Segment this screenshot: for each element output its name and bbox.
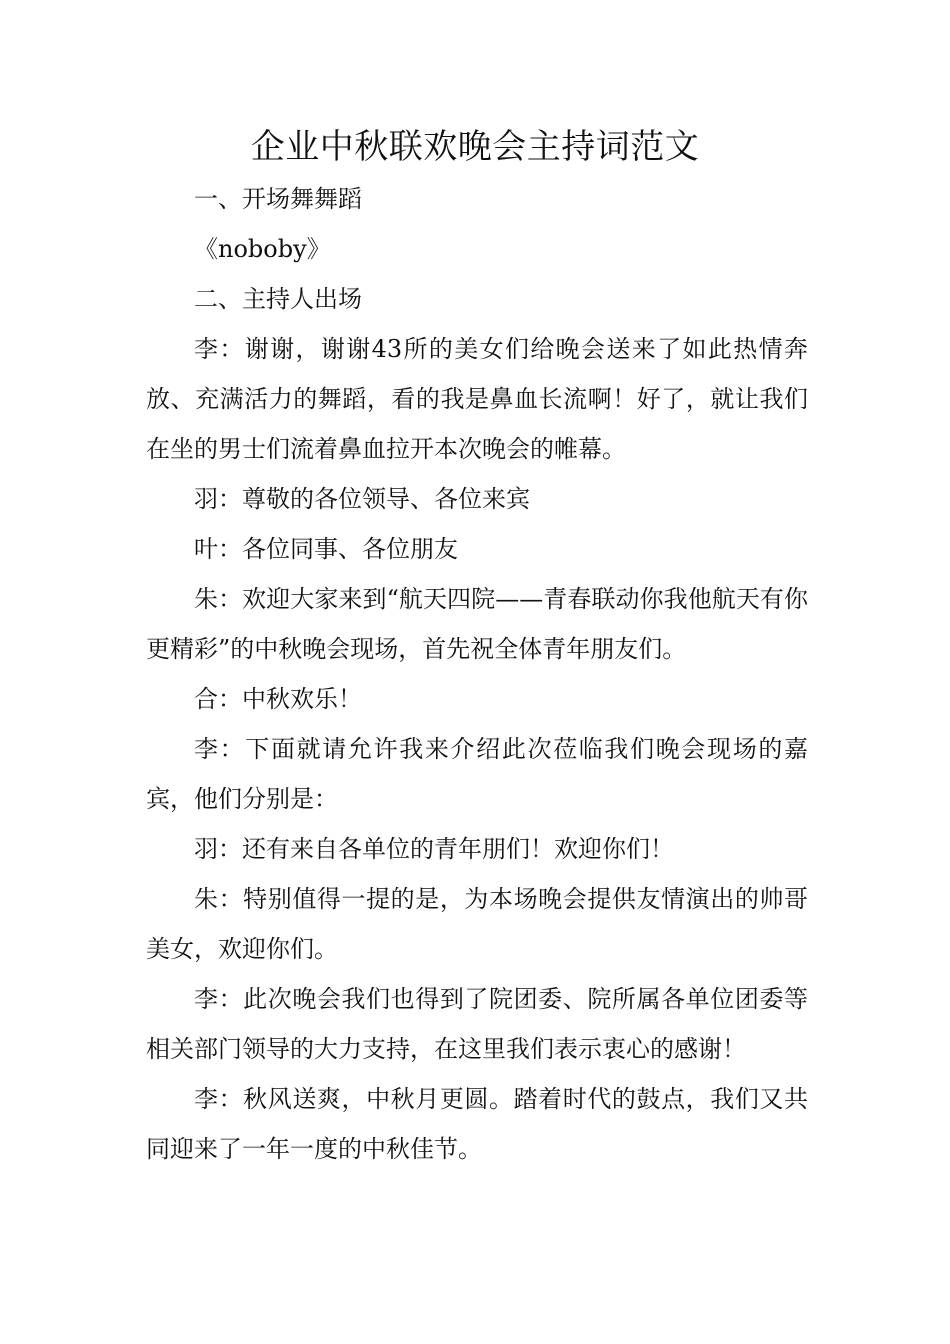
document-body [146,174,808,1174]
paragraph-song-title: 《noboby》 [194,235,331,263]
paragraph-zhu-1: 朱：欢迎大家来到“航天四院——青春联动你我他航天有你更精彩”的中秋晚会现场，首先祝全体青年朋友们。 [146,585,808,663]
paragraph-ye-1: 叶：各位同事、各位朋友 [194,535,458,563]
paragraph-li-3: 李：此次晚会我们也得到了院团委、院所属各单位团委等相关部门领导的大力支持，在这里我们表示衷心的感谢！ [146,985,808,1063]
paragraph-li-4: 李：秋风送爽，中秋月更圆。踏着时代的鼓点，我们又共同迎来了一年一度的中秋佳节。 [146,1085,808,1163]
paragraph-together-1: 合：中秋欢乐！ [194,685,362,713]
paragraph-section-1: 一、开场舞舞蹈 [194,185,362,213]
paragraph-section-2: 二、主持人出场 [194,285,362,313]
paragraph-li-1: 李：谢谢，谢谢43所的美女们给晚会送来了如此热情奔放、充满活力的舞蹈，看的我是鼻血长流啊！好了，就让我们在坐的男士们流着鼻血拉开本次晚会的帷幕。 [146,335,808,463]
paragraph-li-2: 李：下面就请允许我来介绍此次莅临我们晚会现场的嘉宾，他们分别是： [146,735,808,813]
paragraph-yu-1: 羽：尊敬的各位领导、各位来宾 [194,485,530,513]
document-title: 企业中秋联欢晚会主持词范文 [250,127,700,167]
paragraph-zhu-2: 朱：特别值得一提的是，为本场晚会提供友情演出的帅哥美女，欢迎你们。 [146,885,808,963]
paragraph-yu-2: 羽：还有来自各单位的青年朋们！欢迎你们！ [194,835,674,863]
